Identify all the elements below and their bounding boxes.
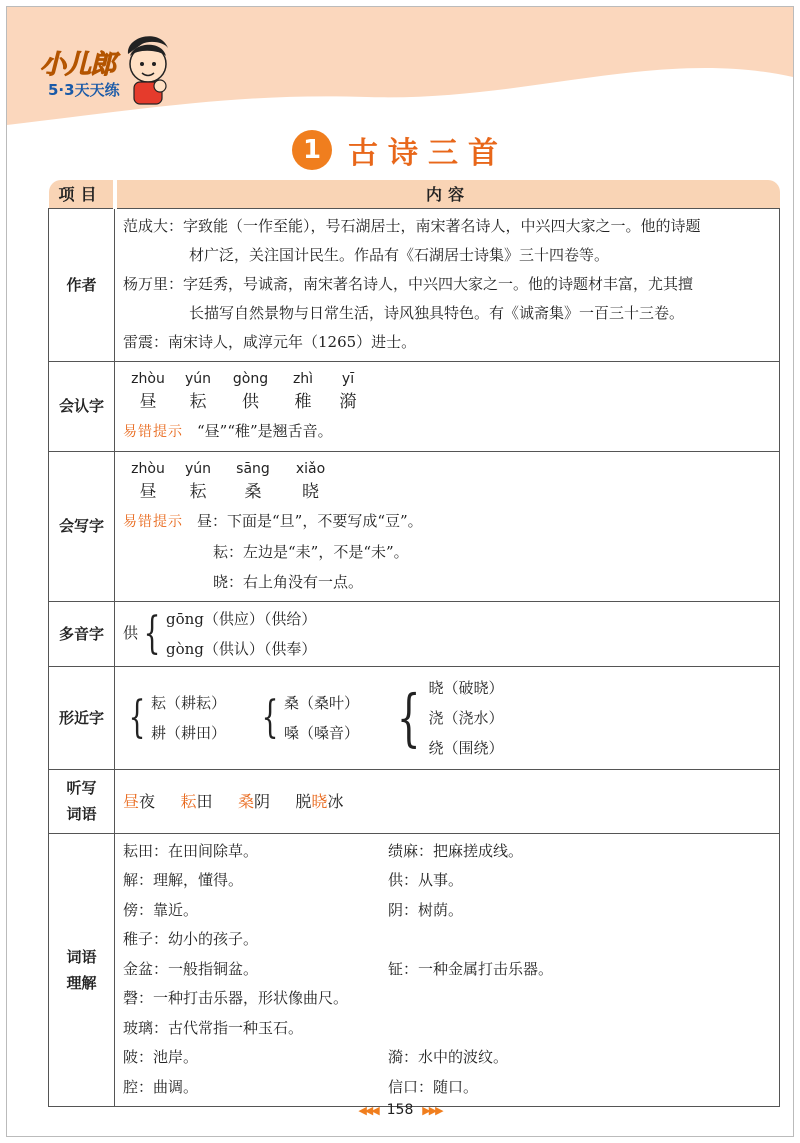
brace-icon: { <box>261 691 279 743</box>
tip-label: 易错提示 <box>123 423 183 440</box>
vocab-item: 阴：树荫。 <box>388 900 464 919</box>
logo-title: 小儿郎 <box>40 50 116 80</box>
mascot-icon <box>120 28 176 108</box>
vocab-item: 傍：靠近。 <box>123 900 199 919</box>
label-line: 听写 <box>66 779 97 797</box>
similar-group <box>123 688 226 748</box>
write-content <box>115 451 780 601</box>
dictation-word: 脱晓冰 <box>295 791 344 811</box>
pinyin-row <box>123 370 771 388</box>
vocab-grid <box>123 837 771 1103</box>
label-polyphone: 多音字 <box>49 601 115 666</box>
pinyin: gòng <box>232 370 269 387</box>
pinyin: yún <box>184 370 212 387</box>
brand-logo <box>40 44 120 100</box>
polyphone-readings <box>166 604 316 664</box>
row-write <box>49 451 780 601</box>
char: 桑 <box>244 481 262 502</box>
similar-group <box>389 673 503 763</box>
tip-text: 昼：下面是“旦”，不要写成“豆”。 <box>197 511 423 530</box>
pinyin: zhòu <box>131 460 165 477</box>
row-vocabulary <box>49 833 780 1107</box>
recognize-content <box>115 361 780 451</box>
polyphone-group <box>123 604 771 664</box>
char-row <box>123 388 771 416</box>
pinyin: yún <box>184 460 212 477</box>
tip-text: 耘：左边是“耒”，不是“未”。 <box>213 542 409 561</box>
page-footer <box>0 1102 800 1118</box>
logo-subtitle: 5·3天天练 <box>48 81 120 99</box>
polyphone-content <box>115 601 780 666</box>
pinyin: xiǎo <box>295 460 326 477</box>
label-author: 作者 <box>49 208 115 361</box>
similar-item: 晓（破晓） <box>428 678 504 697</box>
label-write: 会写字 <box>49 451 115 601</box>
prev-arrows-icon: ◀◀◀ <box>358 1104 378 1117</box>
author-line: 材广泛，关注国计民生。作品有《石湖居士诗集》三十四卷等。 <box>189 245 610 264</box>
reading: gōng（供应）（供给） <box>166 609 317 628</box>
vocab-item <box>388 1014 771 1044</box>
char: 稚 <box>294 391 312 412</box>
row-author <box>49 208 780 361</box>
vocab-item: 钲：一种金属打击乐器。 <box>388 959 554 978</box>
reading: gòng（供认）（供奉） <box>166 639 317 658</box>
dictation-word: 桑阴 <box>237 791 270 811</box>
lesson-title <box>0 128 800 172</box>
pinyin: sāng <box>236 460 270 477</box>
author-line: 雷震：南宋诗人，咸淳元年（1265）进士。 <box>123 332 417 351</box>
char: 晓 <box>302 481 319 502</box>
pinyin: yī <box>341 370 355 387</box>
brace-icon: { <box>396 680 421 754</box>
pinyin-row <box>123 460 771 478</box>
row-polyphone <box>49 601 780 666</box>
vocab-item: 绩麻：把麻搓成线。 <box>388 841 524 860</box>
char-row <box>123 478 771 506</box>
lesson-title-text: 古诗三首 <box>348 136 508 171</box>
label-line: 词语 <box>66 947 97 966</box>
char: 昼 <box>139 391 157 412</box>
dictation-word: 昼夜 <box>123 791 156 811</box>
vocab-item: 腔：曲调。 <box>123 1077 199 1096</box>
char: 漪 <box>339 391 357 412</box>
similar-item: 浇（浇水） <box>428 708 504 727</box>
similar-item: 嗓（嗓音） <box>284 723 360 742</box>
tip-text: 晓：右上角没有一点。 <box>213 572 364 591</box>
dictation-word: 耘田 <box>180 791 213 811</box>
similar-item: 耕（耕田） <box>151 723 227 742</box>
similar-groups <box>123 669 771 767</box>
tip-line <box>123 416 771 447</box>
similar-item: 绕（围绕） <box>428 738 504 757</box>
similar-group <box>256 688 359 748</box>
author-line: 范成大：字致能（一作至能），号石湖居士，南宋著名诗人，中兴四大家之一。他的诗题 <box>123 216 701 235</box>
brace-icon: { <box>143 607 161 659</box>
vocab-item: 耘田：在田间除草。 <box>123 841 259 860</box>
next-arrows-icon: ▶▶▶ <box>422 1104 442 1117</box>
char: 昼 <box>139 481 157 502</box>
header-content: 内容 <box>115 180 780 208</box>
label-dictation <box>49 769 115 833</box>
tip-text: “昼”“稚”是翘舌音。 <box>197 421 333 440</box>
label-line: 理解 <box>66 973 97 992</box>
similar-item: 桑（桑叶） <box>284 693 360 712</box>
similar-item: 耘（耕耘） <box>151 693 227 712</box>
pinyin: zhì <box>292 370 314 387</box>
knowledge-table <box>48 180 780 1107</box>
lesson-number: 1 <box>292 130 332 170</box>
brace-icon: { <box>128 691 146 743</box>
similar-content <box>115 666 780 769</box>
author-content <box>115 208 780 361</box>
char: 耘 <box>189 391 207 412</box>
tip-label: 易错提示 <box>123 513 183 530</box>
row-similar <box>49 666 780 769</box>
label-line: 词语 <box>66 805 97 823</box>
vocab-item: 金盆：一般指铜盆。 <box>123 959 259 978</box>
vocab-item <box>388 925 771 955</box>
vocab-item: 稚子：幼小的孩子。 <box>123 930 259 948</box>
vocab-item: 漪：水中的波纹。 <box>388 1048 509 1066</box>
vocab-item: 磬：一种打击乐器，形状像曲尺。 <box>123 989 349 1007</box>
dictation-content <box>115 769 780 833</box>
page-number: 158 <box>386 1102 414 1118</box>
vocab-item: 玻璃：古代常指一种玉石。 <box>123 1018 304 1037</box>
tip-line <box>123 506 771 537</box>
vocabulary-content <box>115 833 780 1107</box>
author-line: 杨万里：字廷秀，号诚斋，南宋著名诗人，中兴四大家之一。他的诗题材丰富，尤其擅 <box>123 274 694 293</box>
pinyin: zhòu <box>131 370 165 387</box>
polyphone-char: 供 <box>123 624 139 642</box>
row-dictation <box>49 769 780 833</box>
table-header <box>49 180 780 208</box>
vocab-item: 信口：随口。 <box>388 1077 479 1096</box>
label-recognize: 会认字 <box>49 361 115 451</box>
header-item: 项目 <box>49 180 115 208</box>
label-vocabulary <box>49 833 115 1107</box>
vocab-item: 陂：池岸。 <box>123 1048 199 1066</box>
char: 耘 <box>189 481 207 502</box>
vocab-item <box>388 984 771 1014</box>
row-recognize <box>49 361 780 451</box>
label-similar: 形近字 <box>49 666 115 769</box>
author-line: 长描写自然景物与日常生活，诗风独具特色。有《诚斋集》一百三十三卷。 <box>189 303 685 322</box>
char: 供 <box>242 391 259 412</box>
vocab-item: 供：从事。 <box>388 871 464 889</box>
vocab-item: 解：理解，懂得。 <box>123 871 244 889</box>
